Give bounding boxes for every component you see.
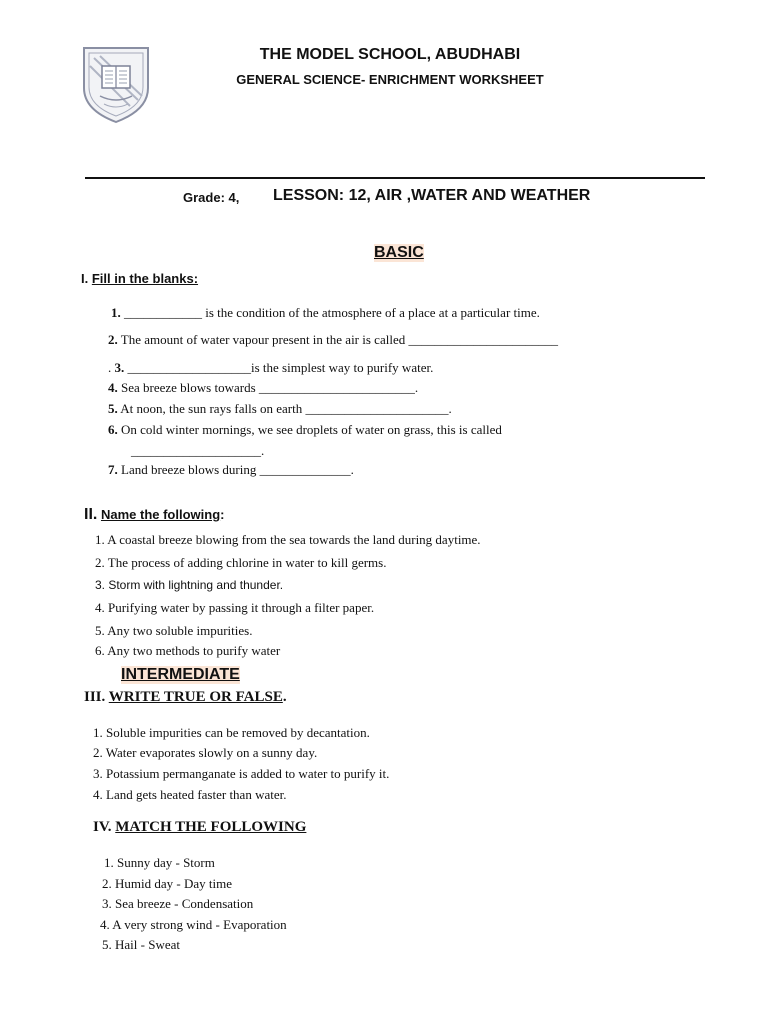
section-4-number: IV. (93, 819, 112, 835)
fill-blank-text: At noon, the sun rays falls on earth ______________________. (117, 401, 452, 416)
section-2-title: Name the following (100, 507, 221, 522)
name-item-2: 2. The process of adding chlorine in water to kill germs. (95, 555, 387, 570)
section-2-number: II. (84, 506, 98, 523)
fill-blank-item-5 (108, 401, 452, 417)
name-item-4: 4. Purifying water by passing it through a filter paper. (95, 600, 375, 615)
section-3-heading (84, 689, 287, 706)
name-item-3: 3. Storm with lightning and thunder. (95, 578, 284, 592)
match-item-5: 5. Hail - Sweat (102, 937, 180, 952)
fill-blank-item-4 (108, 380, 418, 396)
fill-blank-item-6 (108, 422, 502, 438)
section-1-title: Fill in the blanks: (91, 271, 199, 286)
fill-blank-item-1 (111, 305, 540, 321)
section-1-heading (81, 271, 198, 286)
section-1-number: I. (81, 271, 89, 286)
true-false-item-2: 2. Water evaporates slowly on a sunny day. (93, 745, 318, 760)
basic-level-label: BASIC (374, 244, 424, 261)
header-divider (85, 177, 705, 179)
fill-blank-number: 6. (108, 422, 118, 437)
name-item-1: 1. A coastal breeze blowing from the sea towards the land during daytime. (95, 532, 481, 547)
fill-blank-number: 7. (108, 462, 118, 477)
match-item-4: 4. A very strong wind - Evaporation (100, 917, 287, 932)
match-item-3: 3. Sea breeze - Condensation (102, 896, 254, 911)
fill-blank-number: 5. (108, 401, 118, 416)
fill-blank-number: 2. (108, 332, 118, 347)
grade-label: Grade: 4, (183, 190, 240, 205)
match-item-1: 1. Sunny day - Storm (104, 855, 215, 870)
section-3-number: III. (84, 689, 106, 705)
fill-blank-number: 4. (108, 380, 118, 395)
fill-blank-number: 1. (111, 305, 121, 320)
section-2-colon: : (220, 507, 225, 522)
fill-blank-item-7 (108, 462, 354, 478)
fill-blank-text: The amount of water vapour present in the air is called _______________________ (117, 332, 558, 347)
school-name: THE MODEL SCHOOL, ABUDHABI (259, 46, 521, 63)
section-3-dot: . (282, 689, 287, 705)
intermediate-level-label: INTERMEDIATE (121, 666, 240, 683)
section-2-heading (84, 506, 224, 524)
section-4-heading (93, 819, 306, 836)
name-item-5: 5. Any two soluble impurities. (95, 623, 253, 638)
worksheet-subtitle: GENERAL SCIENCE- ENRICHMENT WORKSHEET (236, 72, 544, 87)
true-false-item-1: 1. Soluble impurities can be removed by decantation. (93, 725, 370, 740)
fill-blank-text: Sea breeze blows towards ________________________. (117, 380, 419, 395)
fill-blank-item-3 (108, 360, 433, 376)
fill-blank-item-2 (108, 332, 558, 348)
fill-blank-item-6-continuation: ____________________. (131, 443, 265, 458)
fill-blank-number: 3. (114, 360, 125, 375)
true-false-item-4: 4. Land gets heated faster than water. (93, 787, 287, 802)
lesson-title: LESSON: 12, AIR ,WATER AND WEATHER (273, 187, 591, 204)
match-item-2: 2. Humid day - Day time (102, 876, 232, 891)
name-item-6: 6. Any two methods to purify water (95, 643, 281, 658)
fill-blank-text: ___________________is the simplest way to purify water. (124, 360, 434, 375)
fill-blank-prefix: . (108, 360, 115, 375)
fill-blank-text: Land breeze blows during ______________. (117, 462, 354, 477)
section-3-title: WRITE TRUE OR FALSE (108, 689, 283, 705)
fill-blank-text: On cold winter mornings, we see droplets of water on grass, this is called (117, 422, 502, 437)
section-4-title: MATCH THE FOLLOWING (115, 819, 307, 835)
fill-blank-text: ____________ is the condition of the atmosphere of a place at a particular time. (120, 305, 540, 320)
true-false-item-3: 3. Potassium permanganate is added to water to purify it. (93, 766, 390, 781)
